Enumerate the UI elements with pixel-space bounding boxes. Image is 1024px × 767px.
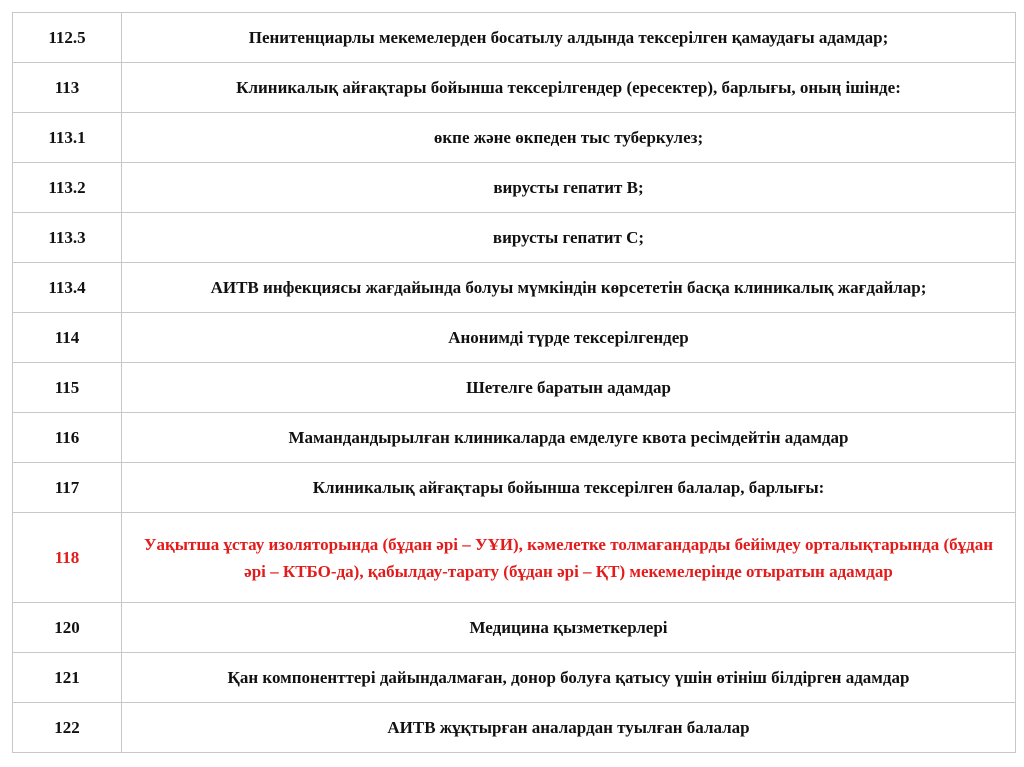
row-code: 113.3 [13,213,122,263]
row-description: Клиникалық айғақтары бойынша тексерілгендер (ересектер), барлығы, оның ішінде: [122,63,1016,113]
table-row [13,413,1016,463]
row-description: Шетелге баратын адамдар [122,363,1016,413]
row-code: 114 [13,313,122,363]
row-code: 118 [13,513,122,603]
row-code: 112.5 [13,13,122,63]
table-row [13,363,1016,413]
data-table [12,12,1016,753]
row-description: Уақытша ұстау изоляторында (бұдан әрі – УҰИ), кәмелетке толмағандарды бейімдеу орталықтарында (бұдан әрі – КТБО-да), қабылдау-тарату (бұдан әрі – ҚТ) мекемелерінде отыратын адамдар [122,513,1016,603]
table-row [13,163,1016,213]
table-row [13,653,1016,703]
row-description: АИТВ жұқтырған аналардан туылған балалар [122,703,1016,753]
row-description: Медицина қызметкерлері [122,603,1016,653]
row-description: Қан компоненттері дайындалмаған, донор болуға қатысу үшін өтініш білдірген адамдар [122,653,1016,703]
table-row [13,63,1016,113]
row-code: 113.1 [13,113,122,163]
row-code: 122 [13,703,122,753]
table-row [13,263,1016,313]
row-description: вирусты гепатит С; [122,213,1016,263]
row-description: АИТВ инфекциясы жағдайында болуы мүмкіндін көрсететін басқа клиникалық жағдайлар; [122,263,1016,313]
row-description: Пенитенциарлы мекемелерден босатылу алдында тексерілген қамаудағы адамдар; [122,13,1016,63]
row-code: 120 [13,603,122,653]
row-code: 117 [13,463,122,513]
row-code: 113 [13,63,122,113]
row-description: өкпе және өкпеден тыс туберкулез; [122,113,1016,163]
table-row [13,13,1016,63]
document-page [12,12,1016,753]
table-row [13,463,1016,513]
row-code: 121 [13,653,122,703]
row-description: Клиникалық айғақтары бойынша тексерілген балалар, барлығы: [122,463,1016,513]
table-row [13,113,1016,163]
table-row [13,703,1016,753]
table-row [13,313,1016,363]
table-row-highlighted [13,513,1016,603]
row-code: 113.4 [13,263,122,313]
row-description: Анонимді түрде тексерілгендер [122,313,1016,363]
table-row [13,213,1016,263]
row-code: 115 [13,363,122,413]
row-description: Мамандандырылған клиникаларда емделуге квота ресімдейтін адамдар [122,413,1016,463]
row-description: вирусты гепатит В; [122,163,1016,213]
table-row [13,603,1016,653]
row-code: 116 [13,413,122,463]
row-code: 113.2 [13,163,122,213]
